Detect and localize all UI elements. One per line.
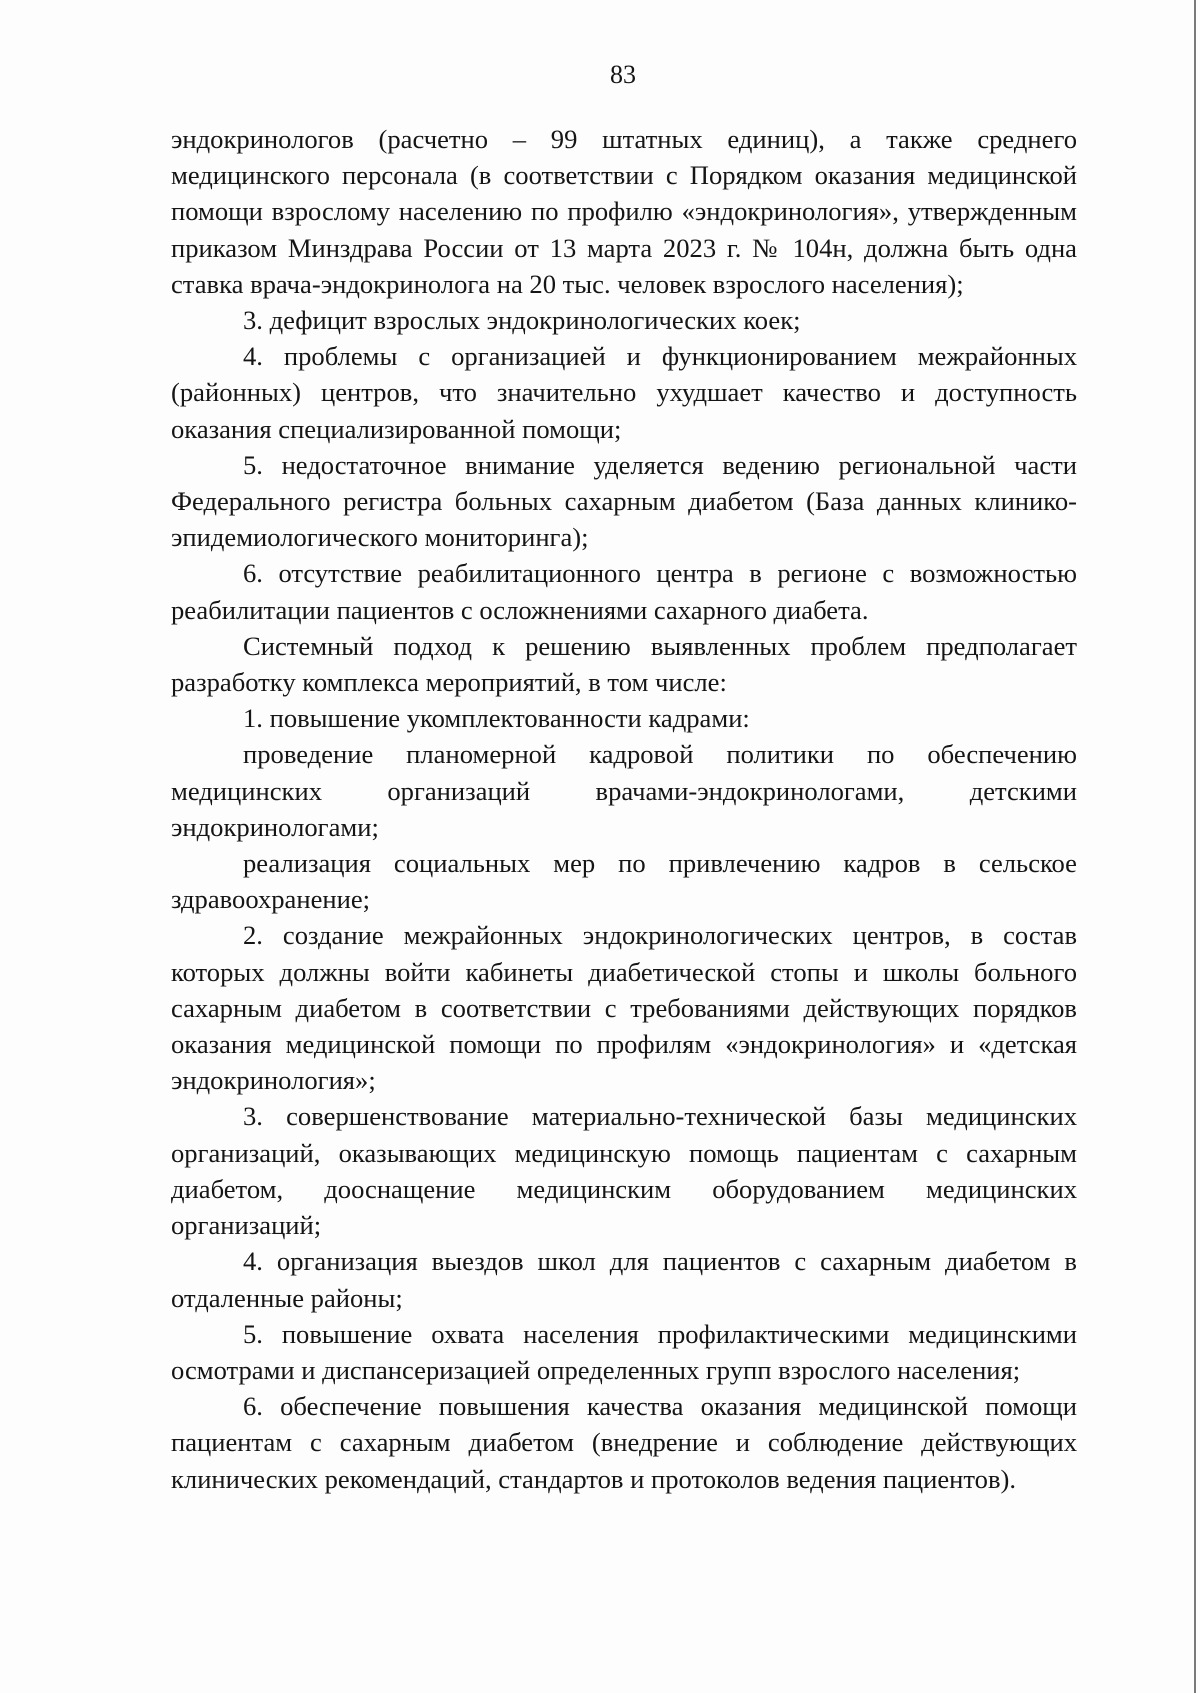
paragraph-problem-4: 4. проблемы с организацией и функционированием межрайонных (районных) центров, что значительно ухудшает качество и доступность оказания специализированной помощи;: [171, 341, 1077, 444]
paragraph-continuation: эндокринологов (расчетно – 99 штатных единиц), а также среднего медицинского персонала (в соответствии с Порядком оказания медицинской помощи взрослому населению по профилю «эндокринология», утвержденным приказом Минздрава России от 13 марта 2023 г. № 104н, должна быть одна ставка врача-эндокринолога на 20 тыс. человек взрослого населения);: [171, 124, 1077, 299]
paragraph-measure-6: 6. обеспечение повышения качества оказания медицинской помощи пациентам с сахарным диабетом (внедрение и соблюдение действующих клинических рекомендаций, стандартов и протоколов ведения пациентов).: [171, 1391, 1077, 1494]
paragraph-problem-3: 3. дефицит взрослых эндокринологических коек;: [243, 305, 801, 336]
paragraph-system-approach: Системный подход к решению выявленных проблем предполагает разработку комплекса мероприятий, в том числе:: [171, 630, 1077, 698]
paragraph-measure-5: 5. повышение охвата населения профилактическими медицинскими осмотрами и диспансеризацией определенных групп взрослого населения;: [171, 1318, 1077, 1385]
paragraph-measure-4: 4. организация выездов школ для пациентов с сахарным диабетом в отдаленные районы;: [171, 1246, 1077, 1313]
paragraph-measure-1: 1. повышение укомплектованности кадрами:: [243, 703, 750, 734]
paragraph-measure-3: 3. совершенствование материально-технической базы медицинских организаций, оказывающих медицинскую помощь пациентам с сахарным диабетом, дооснащение медицинским оборудованием медицинских организаций;: [171, 1101, 1077, 1241]
paragraph-problem-5: 5. недостаточное внимание уделяется ведению региональной части Федерального регистра больных сахарным диабетом (База данных клинико-эпидемиологического мониторинга);: [171, 449, 1077, 553]
paragraph-measure-1-item-a: проведение планомерной кадровой политики по обеспечению медицинских организаций врачами-эндокринологами, детскими эндокринологами;: [171, 739, 1077, 842]
page-number: 83: [610, 60, 636, 89]
paragraph-problem-6: 6. отсутствие реабилитационного центра в регионе с возможностью реабилитации пациентов с осложнениями сахарного диабета.: [171, 558, 1077, 625]
body-text: [171, 121, 1077, 1497]
scan-page-edge: [1194, 0, 1196, 1693]
paragraph-measure-2: 2. создание межрайонных эндокринологических центров, в состав которых должны войти кабинеты диабетической стопы и школы больного сахарным диабетом в соответствии с требованиями действующих порядков оказания медицинской помощи по профилям «эндокринология» и «детская эндокринология»;: [171, 920, 1077, 1096]
paragraph-measure-1-item-b: реализация социальных мер по привлечению кадров в сельское здравоохранение;: [171, 848, 1077, 915]
